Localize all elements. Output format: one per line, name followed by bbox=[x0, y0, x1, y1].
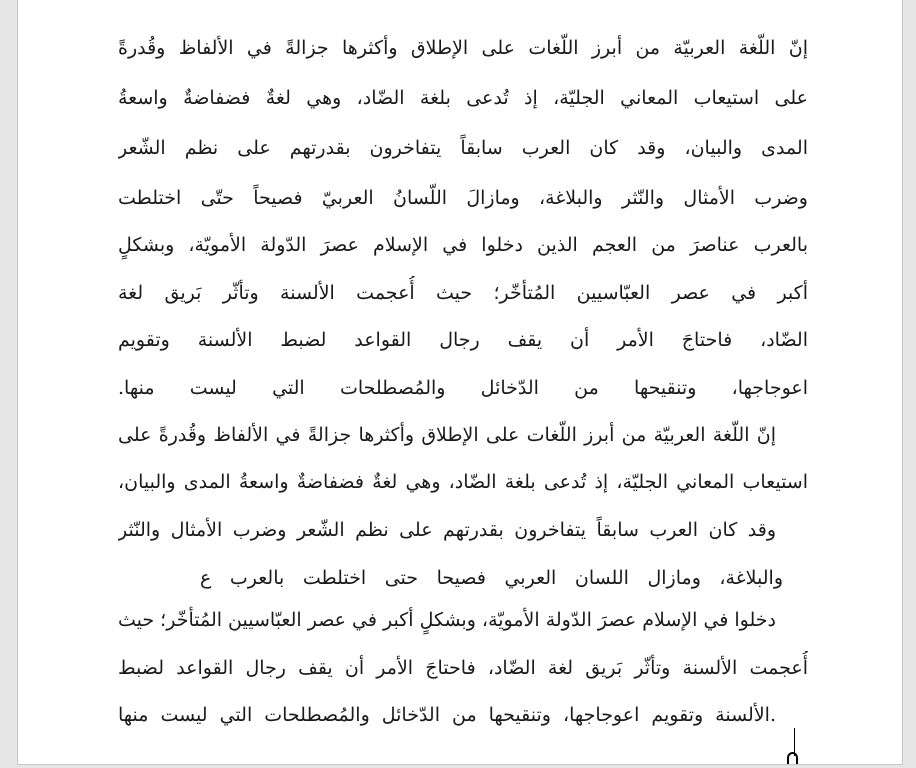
paragraph-1-line[interactable]: المدى والبيان، وقد كان العرب سابقاً يتفاخرون بقدرتهم على نظم الشّعر bbox=[118, 137, 808, 159]
paragraph-2-line[interactable]: .الألسنة وتقويم اعوجاجها، وتنقيحها من الدّخائل والمُصطلحات التي ليست منها bbox=[118, 704, 776, 726]
paragraph-1-line[interactable]: وضرب الأمثال والنّثر والبلاغة، ومازالَ اللّسانُ العربيّ فصيحاً حتّى اختلطت bbox=[118, 187, 808, 209]
paragraph-2-line[interactable]: إنّ اللّغة العربيّة من أبرز اللّغات على الإطلاق وأكثرها جزالةً في الألفاظ وقُدرةً على bbox=[118, 424, 776, 446]
text-cursor-handle[interactable] bbox=[787, 752, 798, 764]
paragraph-1-line[interactable]: اعوجاجها، وتنقيحها من الدّخائل والمُصطلحات التي ليست منها. bbox=[118, 377, 808, 399]
paragraph-2-line[interactable]: استيعاب المعاني الجليّة، إذ تُدعى بلغة الضّاد، وهي لغةٌ فضفاضةٌ واسعةُ المدى والبيان، bbox=[118, 471, 808, 493]
paragraph-1-line[interactable]: أكبر في عصر العبّاسيين المُتأخّر؛ حيث أُعجمت الألسنة وتأثّر بَريق لغة bbox=[118, 282, 808, 304]
paragraph-1-line[interactable]: على استيعاب المعاني الجليّة، إذ تُدعى بلغة الضّاد، وهي لغةٌ فضفاضةٌ واسعةُ bbox=[118, 87, 808, 109]
paragraph-1-line[interactable]: إنّ اللّغة العربيّة من أبرز اللّغات على الإطلاق وأكثرها جزالةً في الألفاظ وقُدرةً bbox=[118, 37, 808, 59]
paragraph-2-line[interactable]: دخلوا في الإسلام عصرَ الدّولة الأمويّة، وبشكلٍ أكبر في عصر العبّاسيين المُتأخّر؛ حيث bbox=[118, 609, 776, 631]
paragraph-2-line[interactable]: وقد كان العرب سابقاً يتفاخرون بقدرتهم على نظم الشّعر وضرب الأمثال والنّثر bbox=[118, 519, 776, 541]
paragraph-1-line[interactable]: الضّاد، فاحتاجَ الأمر أن يقف رجال القواعد لضبط الألسنة وتقويم bbox=[118, 329, 808, 351]
paragraph-2-line[interactable]: والبلاغة، ومازال اللسان العربي فصيحا حتى اختلطت بالعرب ع bbox=[200, 567, 783, 589]
paragraph-2-line[interactable]: أُعجمت الألسنة وتأثّر بَريق لغة الضّاد، فاحتاجَ الأمر أن يقف رجال القواعد لضبط bbox=[118, 657, 808, 679]
paragraph-1-line[interactable]: بالعرب عناصرَ من العجم الذين دخلوا في الإسلام عصرَ الدّولة الأمويّة، وبشكلٍ bbox=[118, 234, 808, 256]
